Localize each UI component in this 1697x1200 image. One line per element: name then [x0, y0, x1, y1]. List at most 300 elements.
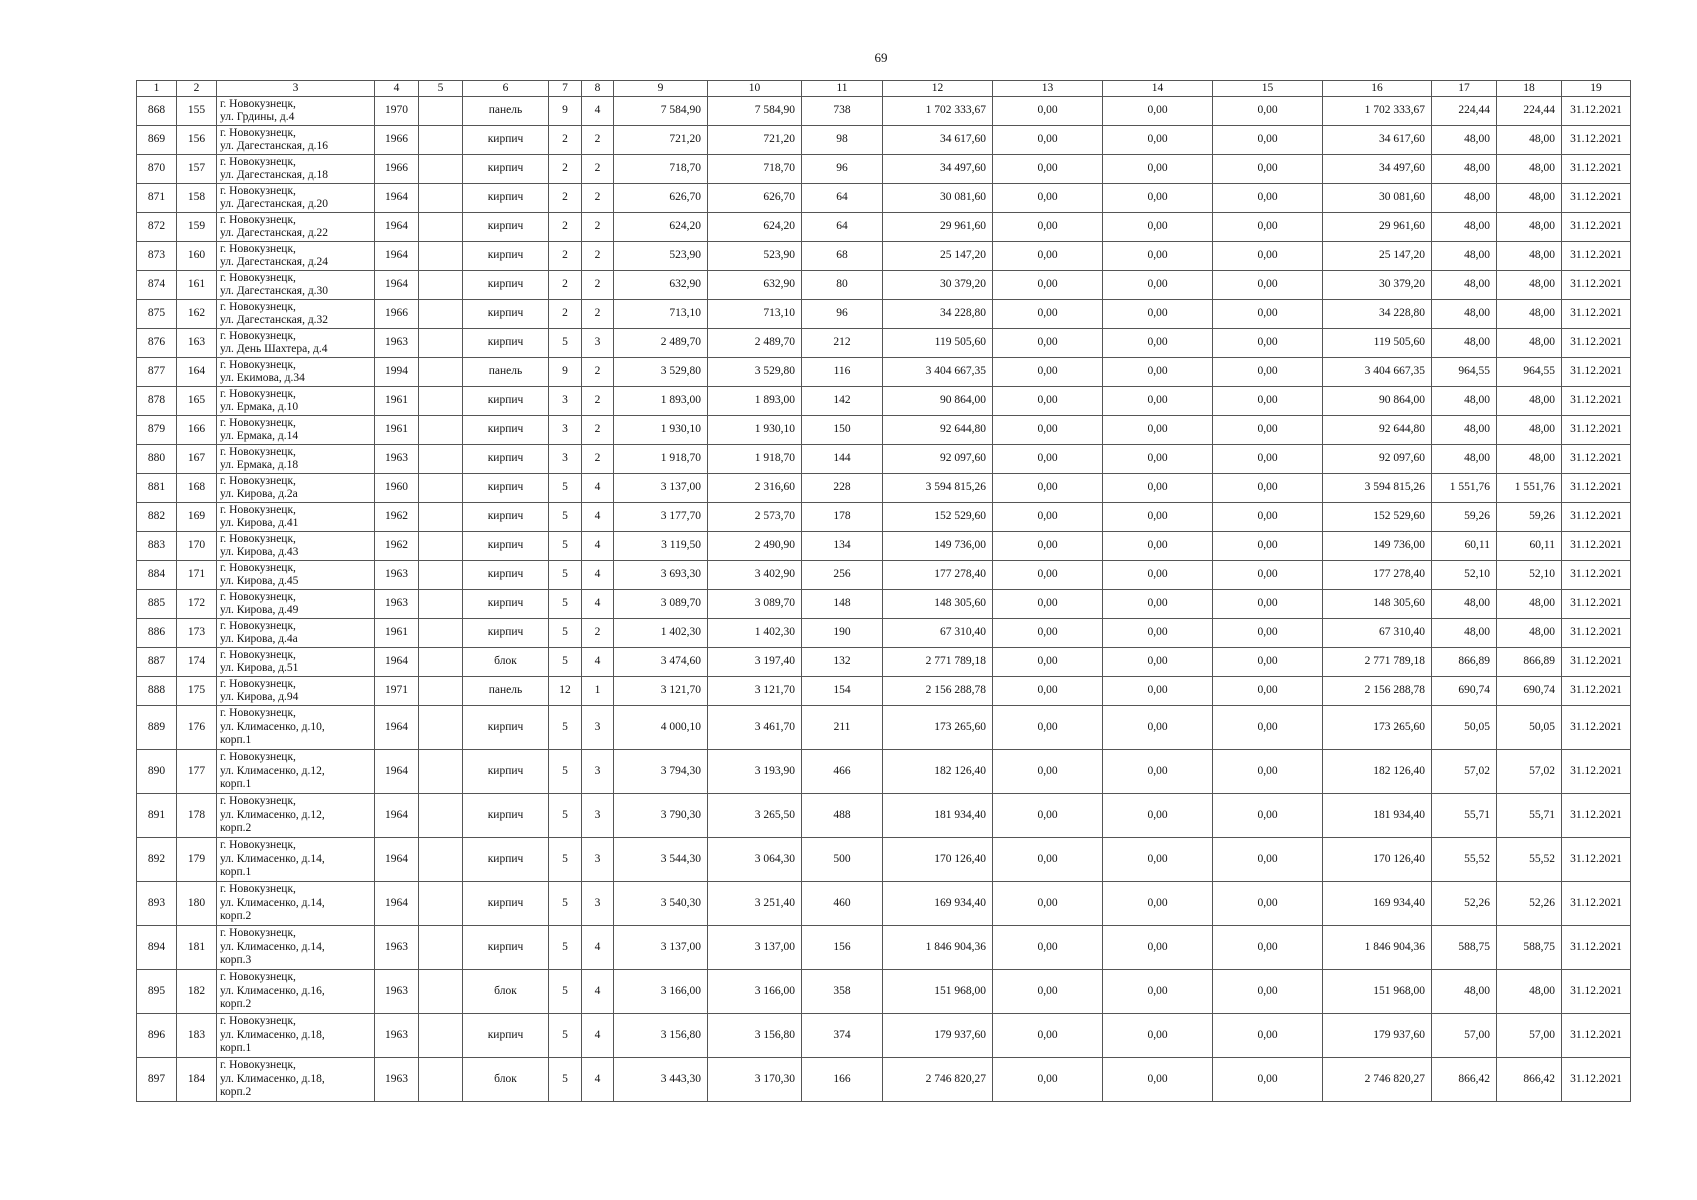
column-header: 9	[614, 81, 708, 97]
funds-cell: 181 934,40	[1323, 794, 1432, 838]
address-cell	[217, 677, 375, 706]
row-number-cell: 889	[137, 706, 177, 750]
rate-cell: 48,00	[1497, 445, 1562, 474]
table-row	[137, 706, 1631, 750]
value-cell: 0,00	[1103, 838, 1213, 882]
entrances-cell: 3	[582, 750, 614, 794]
table-row	[137, 155, 1631, 184]
address-line: г. Новокузнецк,	[220, 97, 296, 110]
funds-cell: 34 497,60	[1323, 155, 1432, 184]
floors-cell: 5	[549, 706, 582, 750]
floors-cell: 5	[549, 838, 582, 882]
column-header: 14	[1103, 81, 1213, 97]
address-line: г. Новокузнецк,	[220, 300, 296, 313]
index-cell: 159	[177, 213, 217, 242]
address-cell	[217, 1058, 375, 1102]
date-cell: 31.12.2021	[1562, 561, 1631, 590]
material-cell: кирпич	[463, 213, 549, 242]
value-cell: 0,00	[1213, 590, 1323, 619]
entrances-cell: 2	[582, 271, 614, 300]
row-number-cell: 893	[137, 882, 177, 926]
material-cell: блок	[463, 648, 549, 677]
total-cost-cell: 1 846 904,36	[883, 926, 993, 970]
table-row	[137, 474, 1631, 503]
empty-cell	[419, 677, 463, 706]
value-cell: 0,00	[993, 155, 1103, 184]
value-cell: 0,00	[993, 590, 1103, 619]
funds-cell: 3 404 667,35	[1323, 358, 1432, 387]
area-cell: 3 529,80	[614, 358, 708, 387]
year-cell: 1963	[375, 561, 419, 590]
address-line: корп.1	[220, 866, 252, 879]
residents-cell: 166	[802, 1058, 883, 1102]
total-cost-cell: 3 404 667,35	[883, 358, 993, 387]
residents-cell: 358	[802, 970, 883, 1014]
value-cell: 0,00	[993, 1058, 1103, 1102]
value-cell: 0,00	[1103, 619, 1213, 648]
value-cell: 0,00	[1103, 1058, 1213, 1102]
total-cost-cell: 30 081,60	[883, 184, 993, 213]
total-cost-cell: 29 961,60	[883, 213, 993, 242]
column-header: 16	[1323, 81, 1432, 97]
date-cell: 31.12.2021	[1562, 1014, 1631, 1058]
value-cell: 0,00	[1103, 561, 1213, 590]
living-area-cell: 3 193,90	[708, 750, 802, 794]
material-cell: кирпич	[463, 155, 549, 184]
material-cell: кирпич	[463, 561, 549, 590]
rate-cell: 1 551,76	[1432, 474, 1497, 503]
entrances-cell: 4	[582, 503, 614, 532]
rate-cell: 48,00	[1432, 184, 1497, 213]
year-cell: 1964	[375, 184, 419, 213]
empty-cell	[419, 242, 463, 271]
living-area-cell: 523,90	[708, 242, 802, 271]
address-line: корп.2	[220, 822, 252, 835]
rate-cell: 48,00	[1432, 329, 1497, 358]
address-cell	[217, 794, 375, 838]
total-cost-cell: 34 497,60	[883, 155, 993, 184]
residents-cell: 500	[802, 838, 883, 882]
area-cell: 624,20	[614, 213, 708, 242]
table-row	[137, 838, 1631, 882]
entrances-cell: 2	[582, 416, 614, 445]
year-cell: 1962	[375, 532, 419, 561]
address-line: г. Новокузнецк,	[220, 445, 296, 458]
index-cell: 173	[177, 619, 217, 648]
residents-cell: 96	[802, 300, 883, 329]
total-cost-cell: 30 379,20	[883, 271, 993, 300]
value-cell: 0,00	[1213, 184, 1323, 213]
address-line: корп.2	[220, 998, 252, 1011]
rate-cell: 48,00	[1432, 445, 1497, 474]
empty-cell	[419, 970, 463, 1014]
funds-cell: 170 126,40	[1323, 838, 1432, 882]
table-row	[137, 970, 1631, 1014]
entrances-cell: 3	[582, 794, 614, 838]
residents-cell: 738	[802, 97, 883, 126]
address-cell	[217, 155, 375, 184]
material-cell: блок	[463, 1058, 549, 1102]
address-line: ул. Кирова, д.94	[220, 691, 299, 703]
address-line: корп.3	[220, 954, 252, 967]
date-cell: 31.12.2021	[1562, 794, 1631, 838]
entrances-cell: 4	[582, 970, 614, 1014]
residents-cell: 64	[802, 184, 883, 213]
living-area-cell: 721,20	[708, 126, 802, 155]
living-area-cell: 3 064,30	[708, 838, 802, 882]
address-cell	[217, 750, 375, 794]
empty-cell	[419, 706, 463, 750]
value-cell: 0,00	[993, 970, 1103, 1014]
empty-cell	[419, 648, 463, 677]
rate-cell: 48,00	[1432, 970, 1497, 1014]
table-row	[137, 213, 1631, 242]
total-cost-cell: 148 305,60	[883, 590, 993, 619]
column-header: 13	[993, 81, 1103, 97]
rate-cell: 48,00	[1432, 213, 1497, 242]
date-cell: 31.12.2021	[1562, 750, 1631, 794]
entrances-cell: 3	[582, 882, 614, 926]
row-number-cell: 887	[137, 648, 177, 677]
year-cell: 1964	[375, 838, 419, 882]
date-cell: 31.12.2021	[1562, 184, 1631, 213]
address-line: ул. Кирова, д.49	[220, 604, 299, 616]
address-line: ул. Грдины, д.4	[220, 111, 295, 123]
address-line: ул. Климасенко, д.16,	[220, 984, 325, 997]
date-cell: 31.12.2021	[1562, 532, 1631, 561]
total-cost-cell: 170 126,40	[883, 838, 993, 882]
funds-cell: 2 156 288,78	[1323, 677, 1432, 706]
living-area-cell: 3 197,40	[708, 648, 802, 677]
rate-cell: 52,26	[1432, 882, 1497, 926]
value-cell: 0,00	[993, 706, 1103, 750]
living-area-cell: 7 584,90	[708, 97, 802, 126]
index-cell: 156	[177, 126, 217, 155]
address-line: ул. Дагестанская, д.16	[220, 140, 329, 152]
date-cell: 31.12.2021	[1562, 416, 1631, 445]
column-header: 10	[708, 81, 802, 97]
area-cell: 3 544,30	[614, 838, 708, 882]
area-cell: 3 121,70	[614, 677, 708, 706]
living-area-cell: 1 918,70	[708, 445, 802, 474]
value-cell: 0,00	[1103, 532, 1213, 561]
area-cell: 4 000,10	[614, 706, 708, 750]
table-row	[137, 126, 1631, 155]
rate-cell: 57,00	[1497, 1014, 1562, 1058]
floors-cell: 5	[549, 926, 582, 970]
value-cell: 0,00	[1213, 926, 1323, 970]
residents-cell: 256	[802, 561, 883, 590]
entrances-cell: 2	[582, 126, 614, 155]
total-cost-cell: 152 529,60	[883, 503, 993, 532]
address-line: г. Новокузнецк,	[220, 416, 296, 429]
value-cell: 0,00	[1213, 750, 1323, 794]
row-number-cell: 874	[137, 271, 177, 300]
floors-cell: 5	[549, 561, 582, 590]
value-cell: 0,00	[1213, 474, 1323, 503]
rate-cell: 55,71	[1432, 794, 1497, 838]
value-cell: 0,00	[1213, 532, 1323, 561]
date-cell: 31.12.2021	[1562, 329, 1631, 358]
entrances-cell: 4	[582, 648, 614, 677]
entrances-cell: 4	[582, 532, 614, 561]
address-line: г. Новокузнецк,	[220, 751, 296, 764]
value-cell: 0,00	[1213, 329, 1323, 358]
material-cell: кирпич	[463, 750, 549, 794]
empty-cell	[419, 155, 463, 184]
row-number-cell: 879	[137, 416, 177, 445]
table-row	[137, 416, 1631, 445]
area-cell: 3 137,00	[614, 474, 708, 503]
address-line: г. Новокузнецк,	[220, 795, 296, 808]
address-line: г. Новокузнецк,	[220, 358, 296, 371]
total-cost-cell: 25 147,20	[883, 242, 993, 271]
rate-cell: 690,74	[1432, 677, 1497, 706]
material-cell: панель	[463, 677, 549, 706]
empty-cell	[419, 474, 463, 503]
address-line: ул. Дагестанская, д.20	[220, 198, 329, 210]
rate-cell: 224,44	[1432, 97, 1497, 126]
rate-cell: 588,75	[1497, 926, 1562, 970]
value-cell: 0,00	[1103, 329, 1213, 358]
area-cell: 3 137,00	[614, 926, 708, 970]
floors-cell: 9	[549, 358, 582, 387]
column-header: 5	[419, 81, 463, 97]
living-area-cell: 3 529,80	[708, 358, 802, 387]
address-line: ул. Дагестанская, д.30	[220, 285, 329, 297]
empty-cell	[419, 532, 463, 561]
column-header: 3	[217, 81, 375, 97]
material-cell: кирпич	[463, 126, 549, 155]
column-number-header	[137, 81, 1631, 97]
value-cell: 0,00	[993, 126, 1103, 155]
floors-cell: 5	[549, 750, 582, 794]
address-cell	[217, 970, 375, 1014]
year-cell: 1963	[375, 329, 419, 358]
value-cell: 0,00	[1213, 126, 1323, 155]
value-cell: 0,00	[993, 794, 1103, 838]
value-cell: 0,00	[1103, 300, 1213, 329]
date-cell: 31.12.2021	[1562, 970, 1631, 1014]
residents-cell: 144	[802, 445, 883, 474]
row-number-cell: 875	[137, 300, 177, 329]
living-area-cell: 632,90	[708, 271, 802, 300]
funds-cell: 152 529,60	[1323, 503, 1432, 532]
table-row	[137, 926, 1631, 970]
residents-cell: 212	[802, 329, 883, 358]
living-area-cell: 1 402,30	[708, 619, 802, 648]
index-cell: 168	[177, 474, 217, 503]
address-cell	[217, 416, 375, 445]
rate-cell: 48,00	[1497, 329, 1562, 358]
material-cell: кирпич	[463, 271, 549, 300]
value-cell: 0,00	[993, 561, 1103, 590]
empty-cell	[419, 619, 463, 648]
address-line: г. Новокузнецк,	[220, 329, 296, 342]
entrances-cell: 4	[582, 561, 614, 590]
empty-cell	[419, 794, 463, 838]
rate-cell: 48,00	[1432, 387, 1497, 416]
table-row	[137, 387, 1631, 416]
floors-cell: 5	[549, 619, 582, 648]
empty-cell	[419, 590, 463, 619]
index-cell: 178	[177, 794, 217, 838]
row-number-cell: 897	[137, 1058, 177, 1102]
value-cell: 0,00	[1103, 126, 1213, 155]
material-cell: кирпич	[463, 503, 549, 532]
rate-cell: 48,00	[1497, 590, 1562, 619]
living-area-cell: 1 930,10	[708, 416, 802, 445]
index-cell: 174	[177, 648, 217, 677]
year-cell: 1962	[375, 503, 419, 532]
rate-cell: 866,42	[1497, 1058, 1562, 1102]
material-cell: кирпич	[463, 1014, 549, 1058]
address-line: г. Новокузнецк,	[220, 1059, 296, 1072]
material-cell: блок	[463, 970, 549, 1014]
value-cell: 0,00	[1213, 882, 1323, 926]
table-row	[137, 750, 1631, 794]
value-cell: 0,00	[993, 184, 1103, 213]
material-cell: панель	[463, 97, 549, 126]
date-cell: 31.12.2021	[1562, 882, 1631, 926]
value-cell: 0,00	[1103, 271, 1213, 300]
index-cell: 177	[177, 750, 217, 794]
value-cell: 0,00	[1213, 416, 1323, 445]
address-line: г. Новокузнецк,	[220, 590, 296, 603]
year-cell: 1964	[375, 213, 419, 242]
index-cell: 163	[177, 329, 217, 358]
floors-cell: 5	[549, 532, 582, 561]
year-cell: 1961	[375, 387, 419, 416]
date-cell: 31.12.2021	[1562, 155, 1631, 184]
rate-cell: 48,00	[1432, 416, 1497, 445]
value-cell: 0,00	[1103, 648, 1213, 677]
value-cell: 0,00	[1213, 561, 1323, 590]
floors-cell: 5	[549, 503, 582, 532]
residents-cell: 148	[802, 590, 883, 619]
area-cell: 3 443,30	[614, 1058, 708, 1102]
row-number-cell: 892	[137, 838, 177, 882]
index-cell: 169	[177, 503, 217, 532]
floors-cell: 5	[549, 1058, 582, 1102]
residents-cell: 460	[802, 882, 883, 926]
year-cell: 1960	[375, 474, 419, 503]
funds-cell: 151 968,00	[1323, 970, 1432, 1014]
living-area-cell: 3 402,90	[708, 561, 802, 590]
floors-cell: 2	[549, 213, 582, 242]
index-cell: 162	[177, 300, 217, 329]
address-cell	[217, 561, 375, 590]
value-cell: 0,00	[1103, 882, 1213, 926]
value-cell: 0,00	[1213, 358, 1323, 387]
residents-cell: 228	[802, 474, 883, 503]
residents-cell: 68	[802, 242, 883, 271]
rate-cell: 48,00	[1497, 271, 1562, 300]
index-cell: 158	[177, 184, 217, 213]
date-cell: 31.12.2021	[1562, 1058, 1631, 1102]
row-number-cell: 881	[137, 474, 177, 503]
rate-cell: 48,00	[1497, 213, 1562, 242]
table-row	[137, 882, 1631, 926]
funds-cell: 67 310,40	[1323, 619, 1432, 648]
total-cost-cell: 181 934,40	[883, 794, 993, 838]
value-cell: 0,00	[1213, 271, 1323, 300]
floors-cell: 5	[549, 794, 582, 838]
rate-cell: 57,02	[1497, 750, 1562, 794]
living-area-cell: 3 156,80	[708, 1014, 802, 1058]
empty-cell	[419, 561, 463, 590]
floors-cell: 5	[549, 970, 582, 1014]
row-number-cell: 890	[137, 750, 177, 794]
value-cell: 0,00	[1103, 794, 1213, 838]
living-area-cell: 718,70	[708, 155, 802, 184]
year-cell: 1964	[375, 882, 419, 926]
living-area-cell: 3 166,00	[708, 970, 802, 1014]
row-number-cell: 888	[137, 677, 177, 706]
address-line: корп.2	[220, 1086, 252, 1099]
value-cell: 0,00	[993, 838, 1103, 882]
table-row	[137, 677, 1631, 706]
rate-cell: 588,75	[1432, 926, 1497, 970]
material-cell: кирпич	[463, 590, 549, 619]
date-cell: 31.12.2021	[1562, 677, 1631, 706]
living-area-cell: 1 893,00	[708, 387, 802, 416]
address-line: ул. Дагестанская, д.22	[220, 227, 329, 239]
address-cell	[217, 300, 375, 329]
row-number-cell: 896	[137, 1014, 177, 1058]
residents-cell: 116	[802, 358, 883, 387]
table-row	[137, 1014, 1631, 1058]
column-header: 8	[582, 81, 614, 97]
entrances-cell: 4	[582, 1058, 614, 1102]
date-cell: 31.12.2021	[1562, 213, 1631, 242]
address-line: г. Новокузнецк,	[220, 242, 296, 255]
floors-cell: 3	[549, 445, 582, 474]
total-cost-cell: 2 746 820,27	[883, 1058, 993, 1102]
date-cell: 31.12.2021	[1562, 97, 1631, 126]
area-cell: 713,10	[614, 300, 708, 329]
value-cell: 0,00	[993, 213, 1103, 242]
funds-cell: 173 265,60	[1323, 706, 1432, 750]
value-cell: 0,00	[993, 677, 1103, 706]
index-cell: 157	[177, 155, 217, 184]
column-header: 11	[802, 81, 883, 97]
empty-cell	[419, 750, 463, 794]
total-cost-cell: 3 594 815,26	[883, 474, 993, 503]
table-row	[137, 794, 1631, 838]
living-area-cell: 713,10	[708, 300, 802, 329]
table-row	[137, 648, 1631, 677]
index-cell: 179	[177, 838, 217, 882]
index-cell: 182	[177, 970, 217, 1014]
column-header: 1	[137, 81, 177, 97]
total-cost-cell: 119 505,60	[883, 329, 993, 358]
date-cell: 31.12.2021	[1562, 387, 1631, 416]
index-cell: 180	[177, 882, 217, 926]
value-cell: 0,00	[1103, 750, 1213, 794]
value-cell: 0,00	[1213, 970, 1323, 1014]
material-cell: панель	[463, 358, 549, 387]
empty-cell	[419, 126, 463, 155]
date-cell: 31.12.2021	[1562, 271, 1631, 300]
total-cost-cell: 92 097,60	[883, 445, 993, 474]
value-cell: 0,00	[993, 750, 1103, 794]
area-cell: 1 918,70	[614, 445, 708, 474]
address-line: ул. Ермака, д.18	[220, 459, 299, 471]
total-cost-cell: 2 771 789,18	[883, 648, 993, 677]
address-line: г. Новокузнецк,	[220, 648, 296, 661]
value-cell: 0,00	[1103, 590, 1213, 619]
